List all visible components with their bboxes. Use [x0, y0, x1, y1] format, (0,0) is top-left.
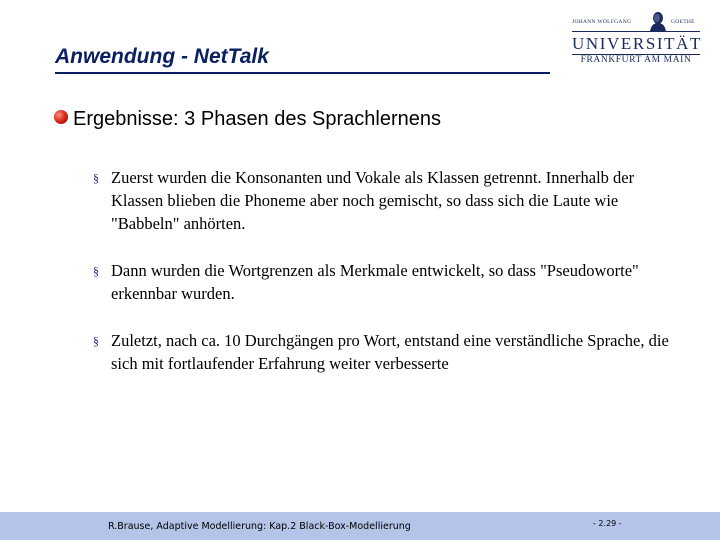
university-logo	[572, 10, 700, 72]
logo-city-name: FRANKFURT AM MAIN	[580, 55, 692, 65]
logo-university-name: UNIVERSITÄT	[572, 34, 702, 53]
bullet-item	[93, 166, 683, 235]
section-sign-bullet-icon: §	[93, 334, 99, 348]
bullet-text: Zuerst wurden die Konsonanten und Vokale als Klassen getrennt. Innerhalb der Klassen blieben die Phoneme aber noch gemischt, so dass sich die Laute wie "Babbeln" anhörten.	[111, 168, 635, 233]
bullet-text: Zuletzt, nach ca. 10 Durchgängen pro Wort, entstand eine verständliche Sprache, die sich mit fortlaufender Erfahrung weiter verbesserte	[111, 331, 669, 373]
bullet-text: Dann wurden die Wortgrenzen als Merkmale entwickelt, so dass "Pseudoworte" erkennbar wurden.	[111, 261, 639, 303]
footer-text: R.Brause, Adaptive Modellierung: Kap.2 Black-Box-Modellierung	[108, 521, 411, 532]
logo-rule-top	[572, 31, 700, 32]
slide-title: Anwendung - NetTalk	[55, 45, 269, 68]
section-heading: Ergebnisse: 3 Phasen des Sprachlernens	[73, 108, 442, 130]
logo-top-right-text: GOETHE	[671, 19, 695, 25]
red-ball-bullet-icon	[54, 110, 68, 124]
page-number: - 2.29 -	[593, 519, 622, 528]
bullet-item	[93, 259, 683, 305]
title-underline	[55, 72, 550, 74]
bullet-item	[93, 329, 683, 375]
goethe-portrait-icon	[647, 10, 669, 32]
bullet-list	[93, 166, 683, 399]
section-sign-bullet-icon: §	[93, 264, 99, 278]
section-sign-bullet-icon: §	[93, 171, 99, 185]
logo-top-left-text: JOHANN WOLFGANG	[572, 19, 632, 25]
